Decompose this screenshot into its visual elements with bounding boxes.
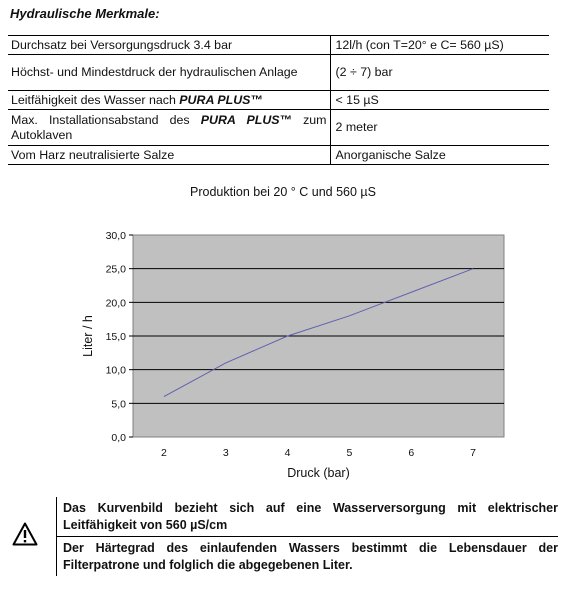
- spec-value: < 15 µS: [330, 91, 549, 110]
- spec-value: 2 meter: [330, 110, 549, 146]
- spec-label: Höchst- und Mindestdruck der hydraulischen Anlage: [8, 55, 330, 91]
- spec-value: (2 ÷ 7) bar: [330, 55, 549, 91]
- y-tick-label: 0,0: [111, 432, 126, 444]
- spec-value: 12l/h (con T=20° e C= 560 µS): [330, 36, 549, 55]
- y-axis-label: Liter / h: [81, 315, 95, 357]
- spec-label: [8, 91, 330, 110]
- brand-name: PURA PLUS™: [179, 92, 263, 107]
- y-tick-label: 5,0: [111, 398, 126, 411]
- x-tick-label: 4: [284, 447, 291, 459]
- warning-triangle-icon: [12, 522, 38, 546]
- y-tick-label: 20,0: [105, 297, 126, 310]
- brand-name: PURA PLUS™: [200, 112, 292, 127]
- chart-title: Produktion bei 20 ° C und 560 µS: [190, 185, 376, 199]
- spec-label: [8, 110, 330, 146]
- spec-label-text: Leitfähigkeit des Wasser nach: [11, 92, 180, 107]
- y-tick-label: 15,0: [105, 331, 126, 343]
- table-row: [8, 55, 549, 91]
- x-tick-label: 6: [408, 447, 415, 459]
- chart-canvas: [0, 180, 567, 485]
- spec-label: Durchsatz bei Versorgungsdruck 3.4 bar: [8, 36, 330, 55]
- table-row: [8, 110, 549, 146]
- note-hardness: Der Härtegrad des einlaufenden Wassers bestimmt die Lebensdauer der Filterpatrone und folglich die abgegebenen Liter.: [63, 541, 558, 572]
- section-heading: Hydraulische Merkmale:: [10, 6, 160, 21]
- table-row: [8, 36, 549, 55]
- x-tick-label: 5: [346, 447, 353, 459]
- spec-value: Anorganische Salze: [330, 146, 549, 165]
- production-chart: [0, 180, 567, 485]
- spec-label: Vom Harz neutralisierte Salze: [8, 146, 330, 165]
- x-tick-label: 3: [222, 447, 229, 459]
- table-row: [8, 91, 549, 110]
- note-conductivity: Das Kurvenbild bezieht sich auf eine Wasserversorgung mit elektrischer Leitfähigkeit von 560 µS/cm: [57, 497, 558, 537]
- x-tick-label: 7: [470, 447, 477, 459]
- y-tick-label: 10,0: [105, 364, 126, 377]
- x-tick-label: 2: [160, 447, 167, 459]
- y-tick-label: 30,0: [105, 230, 126, 242]
- x-axis-label: Druck (bar): [287, 466, 350, 480]
- spec-label-text: zum Autoklaven: [11, 112, 327, 142]
- table-row: [8, 146, 549, 165]
- notes-box: [56, 497, 558, 576]
- specifications-table: [8, 35, 549, 165]
- y-tick-label: 25,0: [105, 263, 126, 276]
- spec-label-text: Max. Installationsabstand des: [11, 112, 201, 127]
